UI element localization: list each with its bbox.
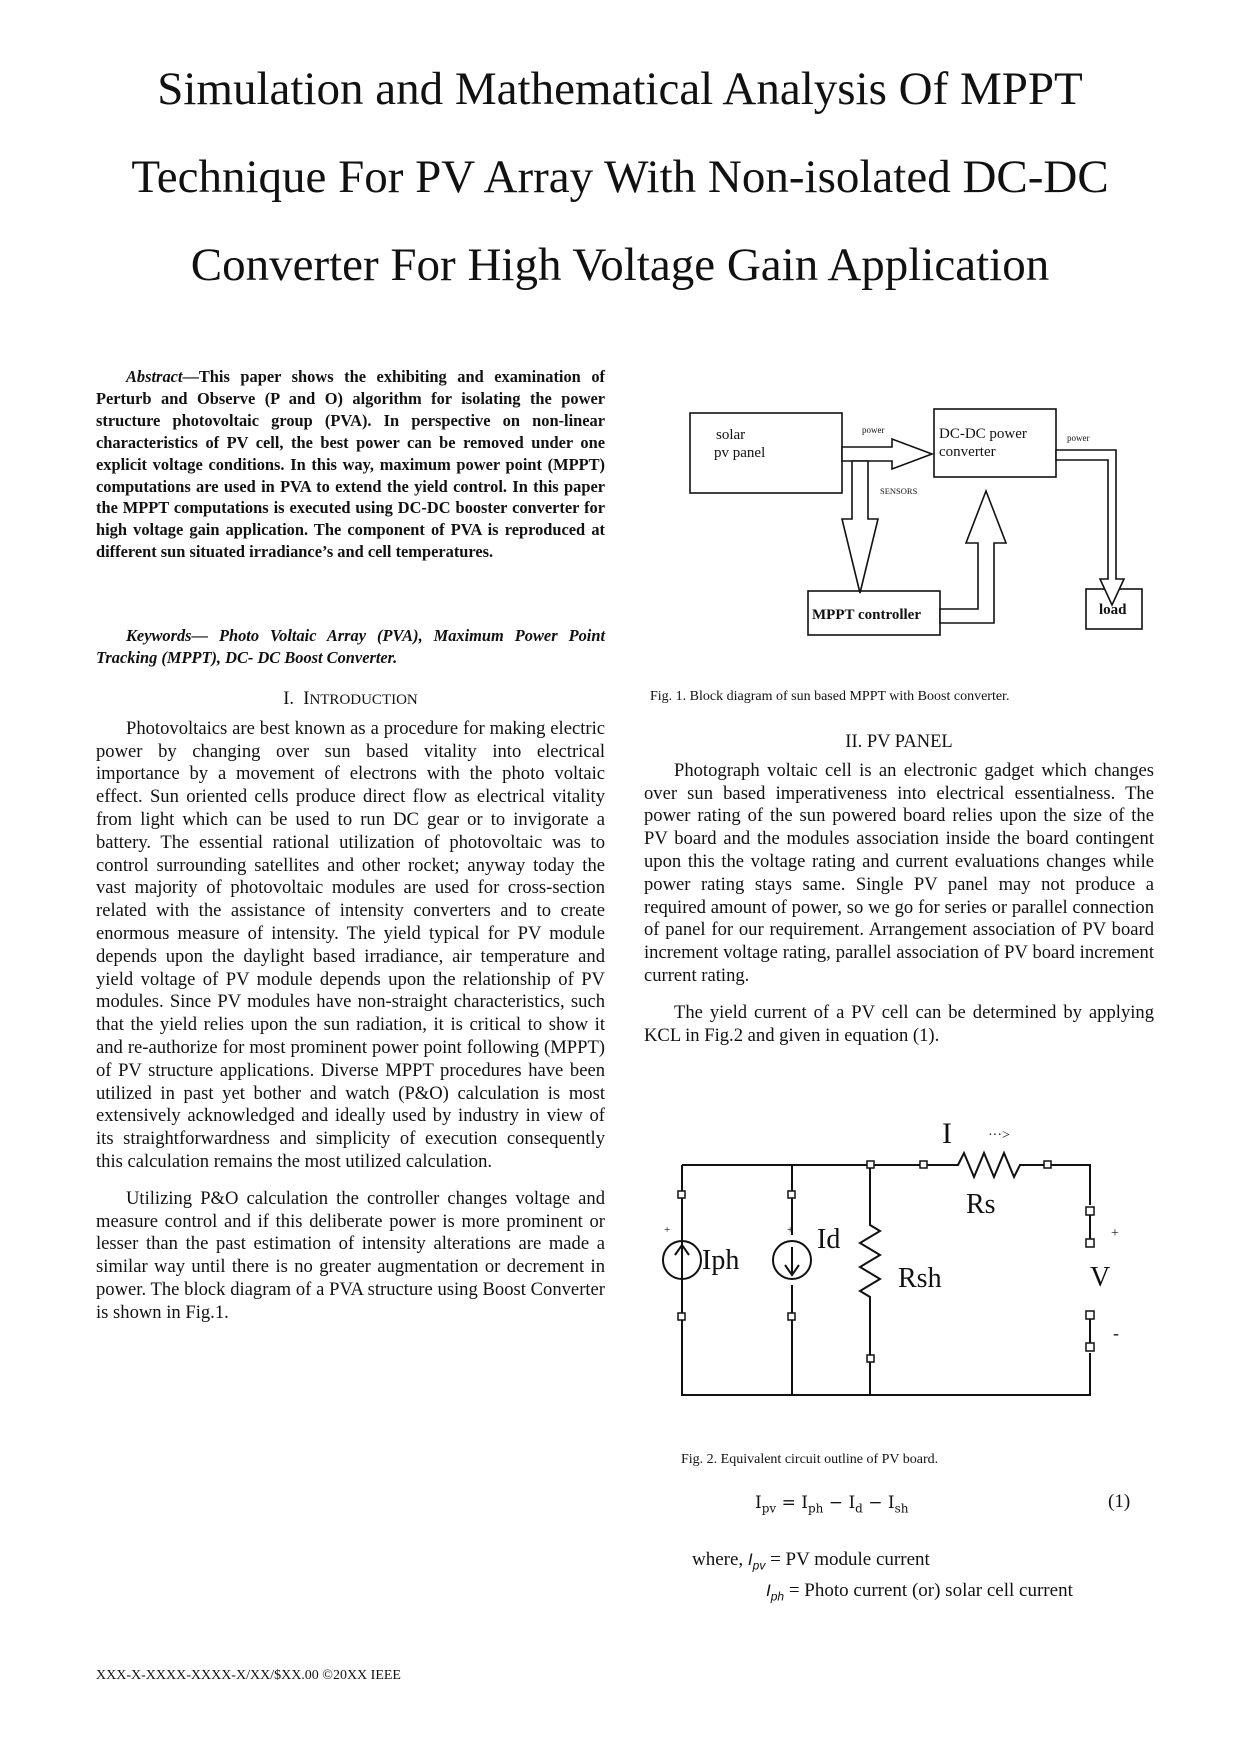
introduction-paragraph-2: Utilizing P&O calculation the controller changes voltage and measure control and if this deliberate power is more prominent or lesser than the past estimation of intensity alterations are made a similar way until there is no greater augmentation or decrement in power. The block diagram of a PVA structure using Boost Converter is shown in Fig.1. xyxy=(96,1187,605,1323)
power-arrow-2 xyxy=(1056,450,1124,605)
keywords-label: Keywords xyxy=(126,626,192,645)
var-iph-sub: ph xyxy=(770,1589,785,1604)
introduction-paragraph-1: Photovoltaics are best known as a procedure for making electric power by changing over sun based vitality into electrical importance by a movement of electrons with the photo voltaic effect. Sun oriented cells produce direct flow as electrical vitality from light which can be used to run DC gear or to invigorate a battery. The essential rational utilization of photovoltaic was to control surrounding satellites and other rocket; anyway today the vast majority of photovoltaic modules are used for cross-section related with the assistance of intensity converters and to create enormous measure of intensity. The yield typical for PV module depends upon the daylight based irradiance, air temperature and yield voltage of PV module depends upon the relationship of PV modules. Since PV modules have non-straight characteristics, such that the yield relies upon the sun radiation, it is critical to show it and re-authorize for most prominent power point following (MPPT) of PV structure applications. Diverse MPPT procedures have been utilized in past yet bother and watch (P&O) calculation is most extensively acknowledged and ideally used by industry in view of its straightforwardness and simplicity of execution consequently this calculation remains the most utilized calculation. xyxy=(96,717,605,1172)
title-line-1: Simulation and Mathematical Analysis Of MPPT xyxy=(157,63,1083,115)
heading-rest: NTRODUCTION xyxy=(309,692,418,708)
rs-resistor xyxy=(924,1153,1048,1177)
power-label-2: power xyxy=(1067,433,1090,443)
eq-term-1-sub: ph xyxy=(807,1501,824,1516)
eq-lhs-sub: pv xyxy=(761,1501,777,1516)
eq-term-3-sub: sh xyxy=(894,1501,909,1516)
introduction-section xyxy=(96,688,605,1325)
where-prefix: where, xyxy=(692,1549,748,1570)
eq-term-1: = I xyxy=(776,1493,808,1513)
pv-panel-paragraph-1: Photograph voltaic cell is an electronic gadget which changes over sun based imperativeness into electrical essentialness. The power rating of the sun powered board relies upon the size of the PV board and the modules association inside the board contingent upon this the voltage rating and current evaluations changes while power rating stays same. Single PV panel may not produce a required amount of power, so we go for series or parallel connection of panel for our requirement. Arrangement association of PV board increment voltage rating, parallel association of PV board increment current rating. xyxy=(644,759,1154,986)
rsh-label: Rsh xyxy=(898,1263,942,1294)
fig2-equivalent-circuit xyxy=(660,1105,1130,1405)
iph-label: Iph xyxy=(702,1245,740,1276)
bottom-wire xyxy=(682,1165,1090,1395)
pv-panel-section xyxy=(644,731,1154,1047)
fig1-caption: Fig. 1. Block diagram of sun based MPPT with Boost converter. xyxy=(650,689,1010,704)
heading-initial: I xyxy=(303,689,310,709)
converter-label-1: DC-DC power xyxy=(939,426,1027,442)
current-direction-arrow: ···> xyxy=(988,1128,1010,1143)
abstract-label: Abstract xyxy=(126,367,183,386)
fig1-block-diagram xyxy=(676,403,1176,643)
feedback-arrow xyxy=(940,491,1006,623)
power-label-1: power xyxy=(862,425,885,435)
keywords-text: — Photo Voltaic Array (PVA), Maximum Power Point Tracking (MPPT), DC- DC Boost Converter. xyxy=(96,626,605,667)
iph-plus: + xyxy=(664,1224,671,1236)
title-line-3: Converter For High Voltage Gain Application xyxy=(190,239,1050,291)
ipv-description: = PV module current xyxy=(765,1549,930,1570)
converter-box xyxy=(934,409,1056,477)
terminal-minus-bottom xyxy=(1086,1343,1094,1351)
right-wire xyxy=(1048,1165,1090,1205)
solar-label: solar xyxy=(716,427,746,443)
solar-panel-box xyxy=(690,413,842,493)
iph-description: = Photo current (or) solar cell current xyxy=(784,1580,1073,1601)
sensors-label: SENSORS xyxy=(880,486,918,496)
var-iph: I xyxy=(766,1581,771,1600)
keywords xyxy=(96,625,605,669)
fig2-caption: Fig. 2. Equivalent circuit outline of PV board. xyxy=(681,1452,939,1467)
section-number: I. xyxy=(283,689,295,709)
converter-label-2: converter xyxy=(939,444,996,460)
pv-panel-label: pv panel xyxy=(714,445,766,461)
paper-title xyxy=(60,45,1180,309)
where-definition-1 xyxy=(692,1549,930,1572)
abstract xyxy=(96,366,605,563)
var-ipv: I xyxy=(747,1550,753,1569)
pv-panel-heading: II. PV PANEL xyxy=(845,732,953,752)
copyright-footer: XXX-X-XXXX-XXXX-X/XX/$XX.00 ©20XX IEEE xyxy=(96,1668,401,1683)
voltage-label: V xyxy=(1090,1262,1111,1293)
terminal-minus xyxy=(1086,1311,1094,1319)
iph-arrow xyxy=(675,1245,689,1273)
equation-number: (1) xyxy=(1108,1491,1131,1512)
rs-label: Rs xyxy=(966,1189,996,1220)
terminal-plus xyxy=(1086,1239,1094,1247)
abstract-text: —This paper shows the exhibiting and examination of Perturb and Observe (P and O) algorithm for isolating the power structure photovoltaic group (PVA). In perspective on non-linear characteristics of PV cell, the best power can be removed under one explicit voltage conditions. In this way, maximum power point (MPPT) computations are used in PVA to extend the yield control. In this paper the MPPT computations is executed using DC-DC booster converter for high voltage gain application. The component of PVA is reproduced at different sun situated irradiance’s and cell temperatures. xyxy=(96,367,605,562)
terminal-plus-top xyxy=(1086,1207,1094,1215)
sensors-arrow xyxy=(842,461,878,593)
id-label: Id xyxy=(817,1224,841,1255)
mppt-label: MPPT controller xyxy=(812,607,921,623)
current-label: I xyxy=(942,1117,952,1150)
eq-term-2-sub: d xyxy=(855,1501,863,1516)
equation-1 xyxy=(755,1493,909,1515)
minus-sign: - xyxy=(1113,1323,1119,1343)
where-definition-2 xyxy=(766,1580,1073,1603)
plus-sign: + xyxy=(1111,1226,1119,1241)
id-arrow xyxy=(785,1247,799,1275)
title-line-2: Technique For PV Array With Non-isolated DC-DC xyxy=(131,151,1109,203)
eq-term-2: − I xyxy=(823,1493,856,1513)
pv-panel-paragraph-2: The yield current of a PV cell can be determined by applying KCL in Fig.2 and given in equation (1). xyxy=(644,1001,1154,1046)
introduction-heading xyxy=(96,688,605,712)
load-label: load xyxy=(1099,602,1127,618)
var-ipv-sub: pv xyxy=(752,1558,766,1573)
eq-lhs: I xyxy=(755,1493,762,1513)
id-plus: + xyxy=(787,1224,794,1236)
eq-term-3: − I xyxy=(862,1493,895,1513)
